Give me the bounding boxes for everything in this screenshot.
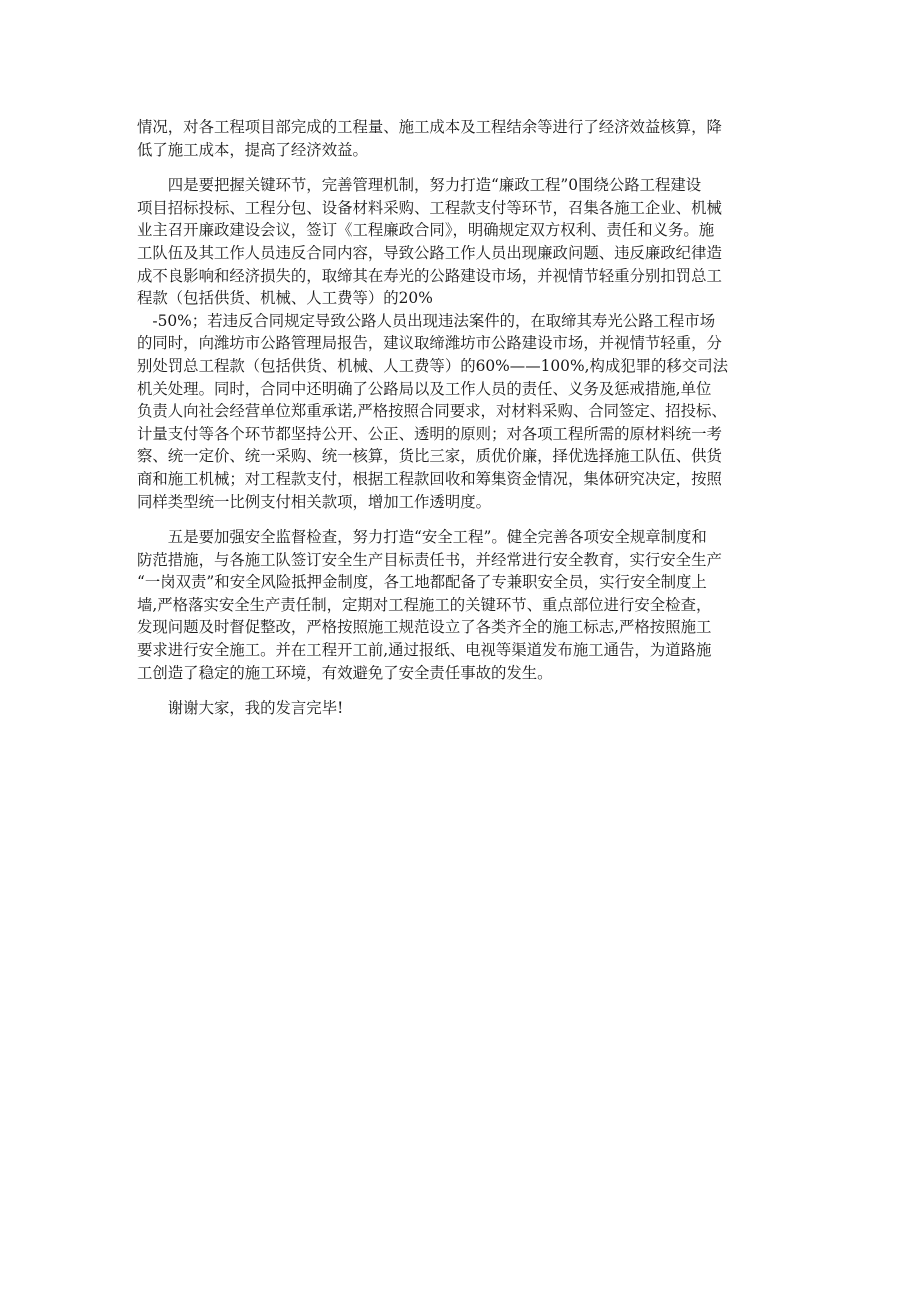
paragraph-spacer [137,684,797,697]
paragraph-economic-benefit: 情况，对各工程项目部完成的工程量、施工成本及工程结余等进行了经济效益核算，降 低了施工成本，提高了经济效益。 [137,118,722,159]
paragraph-safety-project: 五是要加强安全监督检查，努力打造“安全工程”。健全完善各项安全规章制度和 防范措施，与各施工队签订安全生产目标责任书，并经常进行安全教育，实行安全生产 “一岗双责”和安全风险抵押金制度，各工地都配备了专兼职安全员，实行安全制度上 墙,严格落实安全生产责任制，定期对工程施工的关键环节、重点部位进行安全检查， 发现问题及时督促整改，严格按照施工规范设立了各类齐全的施工标志,严格按照施工 要求进行安全施工。并在工程开工前,通过报纸、电视等渠道发布施工通告，为道路施 工创造了稳定的施工环境，有效避免了安全责任事故的发生。 [137,528,722,682]
document-body [137,116,797,720]
paragraph-integrity-project: 四是要把握关键环节，完善管理机制，努力打造“廉政工程”0围绕公路工程建设 项目招标投标、工程分包、设备材料采购、工程款支付等环节，召集各施工企业、机械 业主召开廉政建设会议，签订《工程廉政合同》，明确规定双方权利、责任和义务。施 工队伍及其工作人员违反合同内容，导致公路工作人员出现廉政问题、违反廉政纪律造 成不良影响和经济损失的，取缔其在寿光的公路建设市场，并视情节轻重分别扣罚总工 程款（包括供货、机械、人工费等）的20% -50%；若违反合同规定导致公路人员出现违法案件的，在取缔其寿光公路工程市场 的同时，向潍坊市公路管理局报告，建议取缔潍坊市公路建设市场，并视情节轻重，分 别处罚总工程款（包括供货、机械、人工费等）的60%——100%,构成犯罪的移交司法 机关处理。同时，合同中还明确了公路局以及工作人员的责任、义务及惩戒措施,单位 负责人向社会经营单位郑重承诺,严格按照合同要求，对材料采购、合同签定、招投标、 计量支付等各个环节都坚持公开、公正、透明的原则；对各项工程所需的原材料统一考 察、统一定价、统一采购、统一核算，货比三家，质优价廉，择优选择施工队伍、供货 商和施工机械；对工程款支付，根据工程款回收和筹集资金情况，集体研究决定，按照 同样类型统一比例支付相关款项，增加工作透明度。 [137,176,728,511]
paragraph-spacer [137,161,797,174]
paragraph-spacer [137,513,797,526]
paragraph-closing: 谢谢大家，我的发言完毕! [137,699,344,718]
